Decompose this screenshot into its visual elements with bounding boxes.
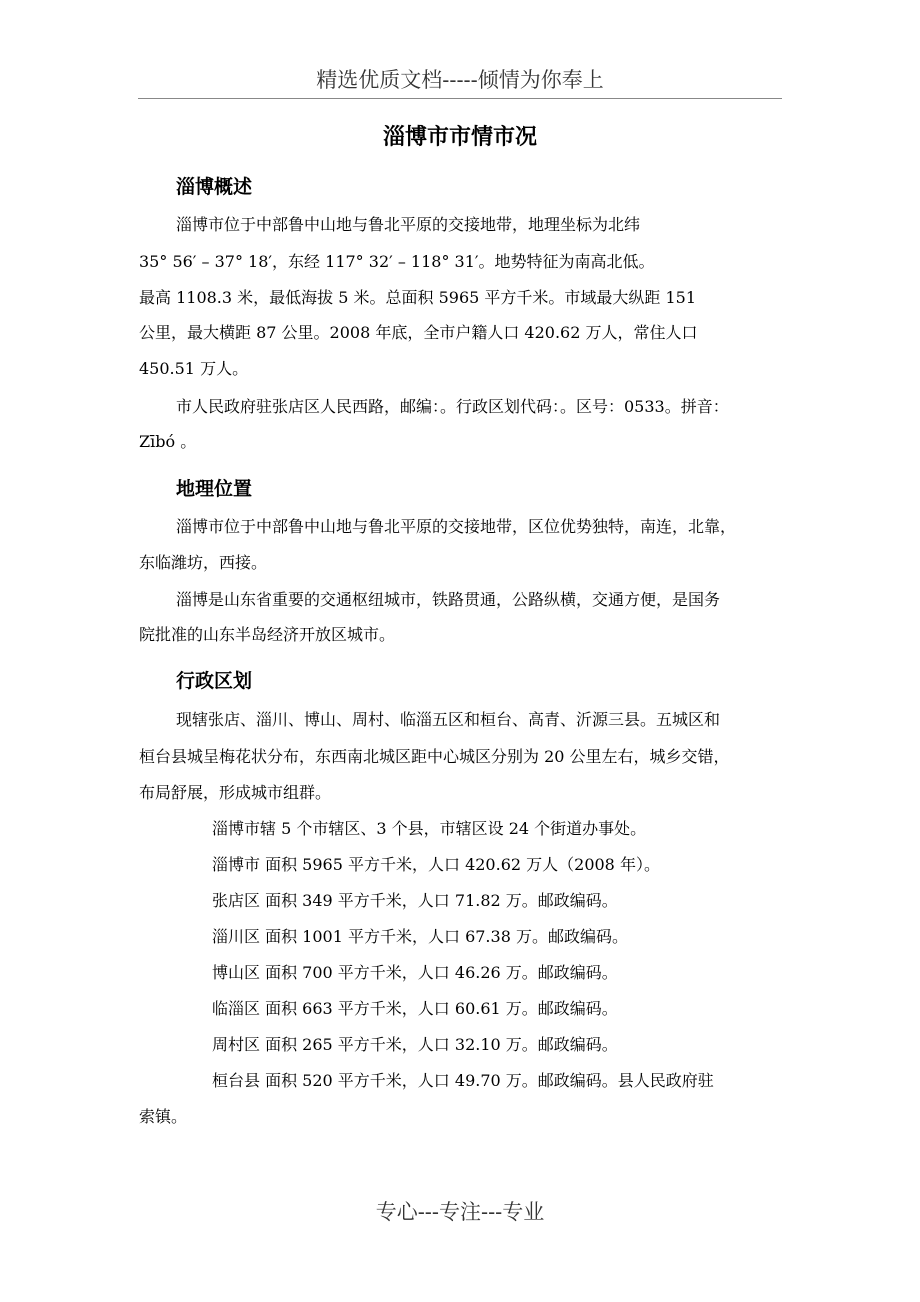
- section-heading-location: 地理位置: [176, 478, 253, 500]
- district-line: 临淄区 面积 663 平方千米，人口 60.61 万。邮政编码。: [212, 999, 618, 1018]
- page-footer: 专心---专注---专业: [375, 1200, 545, 1224]
- district-line: 桓台县 面积 520 平方千米，人口 49.70 万。邮政编码。县人民政府驻: [212, 1071, 714, 1090]
- paragraph-line: 公里，最大横距 87 公里。2008 年底，全市户籍人口 420.62 万人，常住人口: [139, 323, 698, 342]
- district-line: 淄博市辖 5 个市辖区、3 个县，市辖区设 24 个街道办事处。: [212, 819, 647, 838]
- district-line: 博山区 面积 700 平方千米，人口 46.26 万。邮政编码。: [212, 963, 618, 982]
- paragraph-line: 35° 56′ – 37° 18′，东经 117° 32′ – 118° 31′。地势特征为南高北低。: [139, 252, 655, 271]
- section-heading-overview: 淄博概述: [176, 176, 253, 198]
- paragraph-line: 淄博是山东省重要的交通枢纽城市，铁路贯通，公路纵横，交通方便，是国务: [176, 590, 721, 609]
- paragraph-line: 最高 1108.3 米，最低海拔 5 米。总面积 5965 平方千米。市域最大纵距 151: [139, 288, 697, 307]
- district-line: 淄博市 面积 5965 平方千米，人口 420.62 万人（2008 年）。: [212, 855, 660, 874]
- paragraph-line: 院批准的山东半岛经济开放区城市。: [139, 625, 396, 644]
- paragraph-line: 现辖张店、淄川、博山、周村、临淄五区和桓台、高青、沂源三县。五城区和: [176, 710, 721, 729]
- page-header: 精选优质文档-----倾情为你奉上: [138, 64, 782, 99]
- district-line: 周村区 面积 265 平方千米，人口 32.10 万。邮政编码。: [212, 1035, 618, 1054]
- district-line: 淄川区 面积 1001 平方千米，人口 67.38 万。邮政编码。: [212, 927, 628, 946]
- paragraph-line: 桓台县城呈梅花状分布，东西南北城区距中心城区分别为 20 公里左右，城乡交错，: [139, 747, 730, 766]
- paragraph-line: 索镇。: [139, 1107, 188, 1126]
- section-heading-divisions: 行政区划: [176, 670, 253, 692]
- paragraph-line: 市人民政府驻张店区人民西路，邮编：。行政区划代码：。区号：0533。拼音：: [176, 397, 729, 416]
- paragraph-line: 450.51 万人。: [139, 359, 249, 378]
- district-line: 张店区 面积 349 平方千米，人口 71.82 万。邮政编码。: [212, 891, 618, 910]
- paragraph-line: 布局舒展，形成城市组群。: [139, 783, 332, 802]
- paragraph-line: 淄博市位于中部鲁中山地与鲁北平原的交接地带，区位优势独特，南连，北靠，: [176, 517, 737, 536]
- paragraph-line: 淄博市位于中部鲁中山地与鲁北平原的交接地带，地理坐标为北纬: [176, 215, 641, 234]
- document-title: 淄博市市情市况: [382, 125, 537, 150]
- paragraph-line: 东临潍坊，西接。: [139, 553, 268, 572]
- paragraph-line: Zībó 。: [139, 432, 197, 451]
